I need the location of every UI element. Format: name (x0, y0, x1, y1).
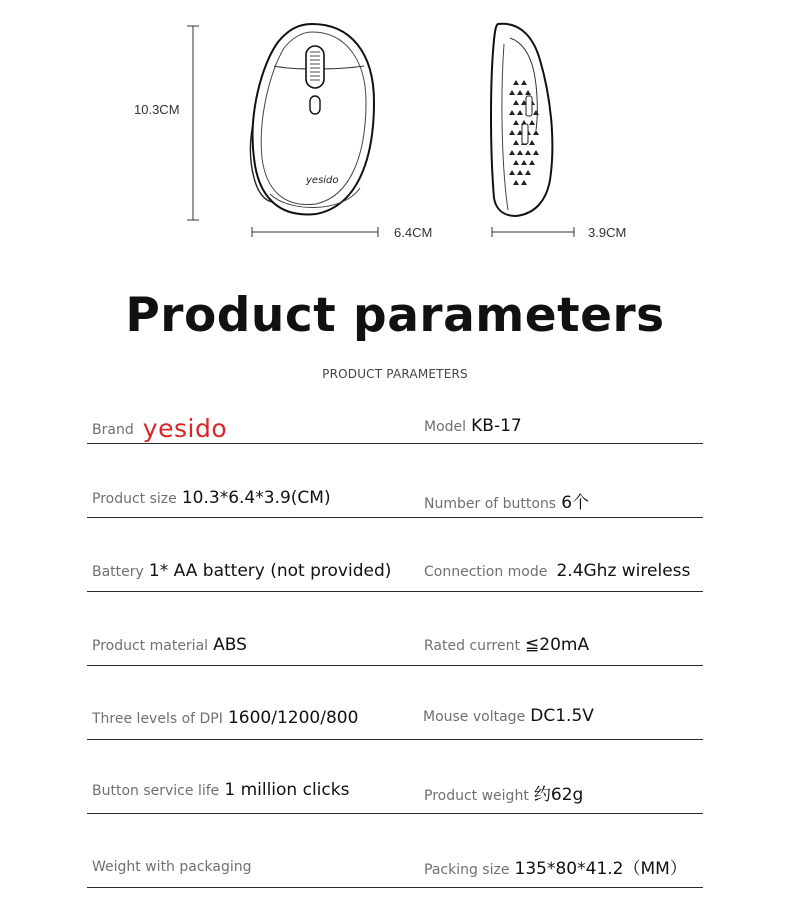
brand-logo: yesido (142, 414, 228, 443)
spec-label: Three levels of DPI (92, 711, 223, 727)
spec-value: 2.4Ghz wireless (556, 561, 691, 581)
spec-value: KB-17 (471, 416, 522, 436)
mouse-brand-mark: yesido (306, 175, 339, 186)
spec-label: Connection mode (424, 564, 548, 580)
spec-label: Product weight (424, 788, 529, 804)
spec-label: Product size (92, 491, 177, 507)
spec-row-battery (92, 561, 391, 581)
spec-row-product-size (92, 488, 331, 508)
spec-row-product-material (92, 635, 247, 655)
spec-value: 约62g (533, 785, 584, 805)
spec-row-button-service-life (92, 780, 349, 800)
row-divider (87, 665, 703, 666)
spec-label: Brand (92, 422, 134, 438)
row-divider (87, 887, 703, 888)
spec-label: Number of buttons (424, 496, 557, 512)
spec-row-rated-current (424, 635, 589, 655)
spec-row-packing-size (424, 854, 687, 879)
spec-value: ≦20mA (525, 635, 590, 655)
spec-row-mouse-voltage (423, 706, 594, 726)
spec-row-connection-mode (424, 561, 690, 581)
spec-label: Packing size (424, 862, 510, 878)
page-title: Product parameters (125, 288, 665, 343)
spec-row-model (424, 416, 522, 436)
spec-label: Battery (92, 564, 144, 580)
spec-value: 1* AA battery (not provided) (148, 561, 392, 581)
spec-label: Product material (92, 638, 209, 654)
row-divider (87, 443, 703, 444)
spec-label: Mouse voltage (423, 709, 526, 725)
height-dimension-label: 10.3CM (134, 102, 180, 117)
spec-value: 135*80*41.2（MM） (514, 859, 687, 879)
spec-label: Button service life (92, 783, 220, 799)
row-divider (87, 739, 703, 740)
spec-row-weight-with-packaging (92, 856, 252, 875)
spec-value: ABS (213, 635, 247, 655)
row-divider (87, 591, 703, 592)
page-subtitle: PRODUCT PARAMETERS (322, 367, 468, 381)
depth-dimension-label: 3.9CM (588, 225, 627, 240)
spec-value: 10.3*6.4*3.9(CM) (181, 488, 331, 508)
spec-row-brand (92, 411, 228, 443)
spec-value: 1600/1200/800 (227, 708, 359, 728)
spec-row-dpi (92, 708, 358, 728)
row-divider (87, 517, 703, 518)
spec-row-product-weight (424, 780, 583, 805)
spec-label: Weight with packaging (92, 859, 252, 875)
spec-value: 6个 (561, 493, 590, 513)
spec-label: Rated current (424, 638, 520, 654)
spec-value: DC1.5V (530, 706, 594, 726)
width-dimension-label: 6.4CM (394, 225, 433, 240)
spec-row-number-of-buttons (424, 488, 589, 513)
row-divider (87, 813, 703, 814)
spec-value: 1 million clicks (224, 780, 350, 800)
spec-label: Model (424, 419, 467, 435)
